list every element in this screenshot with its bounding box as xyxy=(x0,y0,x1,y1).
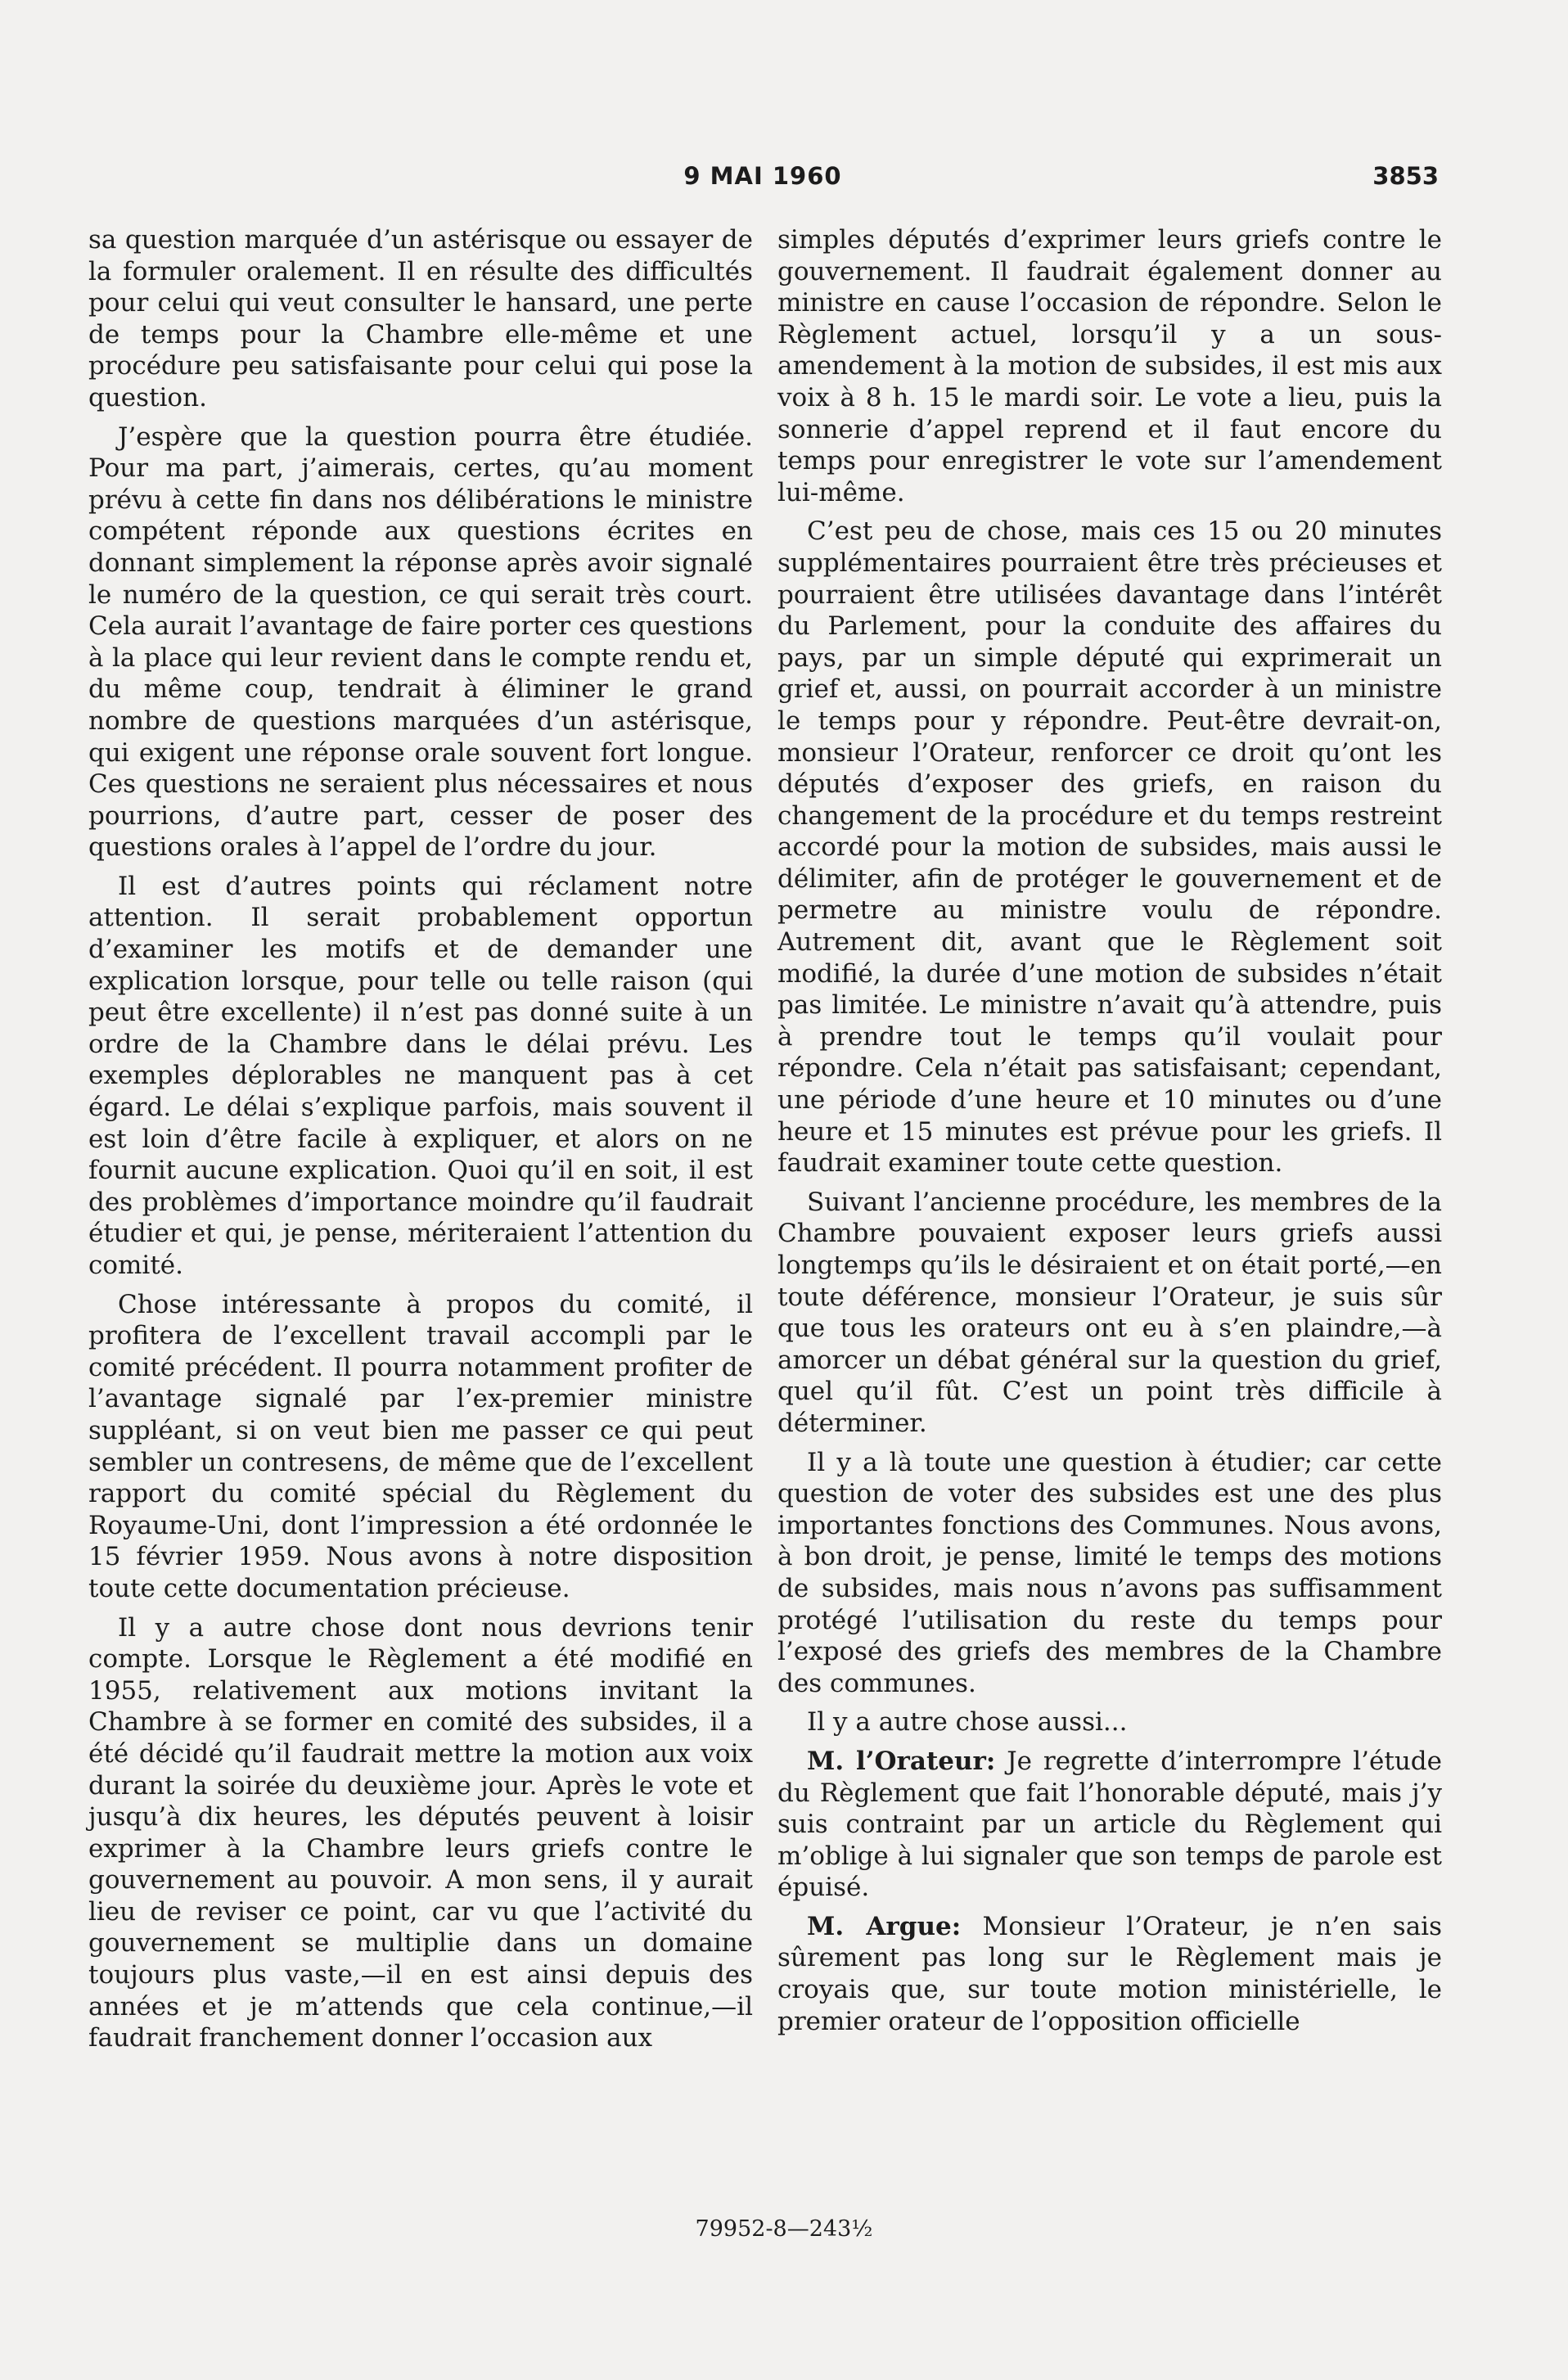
paragraph: Il y a autre chose aussi... xyxy=(807,1707,1128,1738)
paragraph: C’est peu de chose, mais ces 15 ou 20 minutes supplémentaires pourraient être très précieuses et pourraient être utilisées davantage dans l’intérêt du Parlement, pour la conduite des affaires du pays, par un simple député qui exprimerait un grief et, aussi, on pourrait accorder à un ministre le temps pour y répondre. Peut-être devrait-on, monsieur l’Orateur, renforcer ce droit qu’ont les députés d’exposer des griefs, en raison du changement de la procédure et du temps restreint accordé pour la motion de subsides, mais aussi le délimiter, afin de protéger le gouvernement et de permetre au ministre voulu de répondre. Autrement dit, avant que le Règlement soit modifié, la durée d’une motion de subsides n’était pas limitée. Le ministre n’avait qu’à attendre, puis à prendre tout le temps qu’il voulait pour répondre. Cela n’était pas satisfaisant; cependant, une période d’une heure et 10 minutes ou d’une heure et 15 minutes est prévue pour les griefs. Il faudrait examiner toute cette question. xyxy=(777,516,1442,1179)
page-header xyxy=(87,162,1439,198)
speech-text: Je regrette d’interrompre l’étude du Règlement que fait l’honorable député, mais j’y suis contraint par un article du Règlement qui m’oblige à lui signaler que son temps de parole est épuisé. xyxy=(777,1746,1442,1903)
paragraph: simples députés d’exprimer leurs griefs contre le gouvernement. Il faudrait également donner au ministre en cause l’occasion de répondre. Selon le Règlement actuel, lorsqu’il y a un sous-amendement à la motion de subsides, il est mis aux voix à 8 h. 15 le mardi soir. Le vote a lieu, puis la sonnerie d’appel reprend et il faut encore du temps pour enregistrer le vote sur l’amendement lui-même. xyxy=(777,225,1442,507)
paragraph: Il y a là toute une question à étudier; car cette question de voter des subsides est une des plus importantes fonctions des Communes. Nous avons, à bon droit, je pense, limité le temps des motions de subsides, mais nous n’avons pas suffisamment protégé l’utilisation du reste du temps pour l’exposé des griefs des membres de la Chambre des communes. xyxy=(777,1447,1442,1698)
page-number: 3853 xyxy=(1372,162,1439,190)
paragraph: Suivant l’ancienne procédure, les membres de la Chambre pouvaient exposer leurs griefs aussi longtemps qu’ils le désiraient et on était porté,—en toute déférence, monsieur l’Orateur, je suis sûr que tous les orateurs ont eu à s’en plaindre,—à amorcer un débat général sur la question du grief, quel qu’il fût. C’est un point très difficile à déterminer. xyxy=(777,1187,1442,1438)
print-code: 79952-8—243½ xyxy=(695,2216,873,2242)
paragraph: Il est d’autres points qui réclament notre attention. Il serait probablement opportun d’examiner les motifs et de demander une explication lorsque, pour telle ou telle raison (qui peut être excellente) il n’est pas donné suite à un ordre de la Chambre dans le délai prévu. Les exemples déplorables ne manquent pas à cet égard. Le délai s’explique parfois, mais souvent il est loin d’être facile à expliquer, et alors on ne fournit aucune explication. Quoi qu’il en soit, il est des problèmes d’importance moindre qu’il faudrait étudier et qui, je pense, mériteraient l’attention du comité. xyxy=(88,871,753,1280)
paragraph: Chose intéressante à propos du comité, il profitera de l’excellent travail accompli par le comité précédent. Il pourra notamment profiter de l’avantage signalé par l’ex-premier ministre suppléant, si on veut bien me passer ce qui peut sembler un contresens, de même que de l’excellent rapport du comité spécial du Règlement du Royaume-Uni, dont l’impression a été ordonnée le 15 février 1959. Nous avons à notre disposition toute cette documentation précieuse. xyxy=(88,1289,753,1603)
speech-text: Monsieur l’Orateur, je n’en sais sûrement pas long sur le Règlement mais je croyais que, sur toute motion ministérielle, le premier orateur de l’opposition officielle xyxy=(777,1911,1442,2036)
header-date: 9 MAI 1960 xyxy=(683,162,842,190)
speaker-name: M. l’Orateur: xyxy=(807,1746,996,1776)
paragraph: J’espère que la question pourra être étudiée. Pour ma part, j’aimerais, certes, qu’au moment prévu à cette fin dans nos délibérations le ministre compétent réponde aux questions écrites en donnant simplement la réponse après avoir signalé le numéro de la question, ce qui serait très court. Cela aurait l’avantage de faire porter ces questions à la place qui leur revient dans le compte rendu et, du même coup, tendrait à éliminer le grand nombre de questions marquées d’un astérisque, qui exigent une réponse orale souvent fort longue. Ces questions ne seraient plus nécessaires et nous pourrions, d’autre part, cesser de poser des questions orales à l’appel de l’ordre du jour. xyxy=(88,421,753,863)
paragraph: sa question marquée d’un astérisque ou essayer de la formuler oralement. Il en résulte des difficultés pour celui qui veut consulter le hansard, une perte de temps pour la Chambre elle-même et une procédure peu satisfaisante pour celui qui pose la question. xyxy=(88,225,753,412)
speaker-paragraph xyxy=(777,1911,1442,2037)
speaker-paragraph xyxy=(777,1746,1442,1904)
paragraph: Il y a autre chose dont nous devrions tenir compte. Lorsque le Règlement a été modifié en 1955, relativement aux motions invitant la Chambre à se former en comité des subsides, il a été décidé qu’il faudrait mettre la motion aux voix durant la soirée du deuxième jour. Après le vote et jusqu’à dix heures, les députés peuvent à loisir exprimer à la Chambre leurs griefs contre le gouvernement au pouvoir. A mon sens, il y aurait lieu de reviser ce point, car vu que l’activité du gouvernement se multiplie dans un domaine toujours plus vaste,—il en est ainsi depuis des années et je m’attends que cela continue,—il faudrait franchement donner l’occasion aux xyxy=(88,1612,753,2053)
left-column xyxy=(88,224,753,2062)
right-column xyxy=(777,224,1442,2044)
speaker-name: M. Argue: xyxy=(807,1911,962,1941)
